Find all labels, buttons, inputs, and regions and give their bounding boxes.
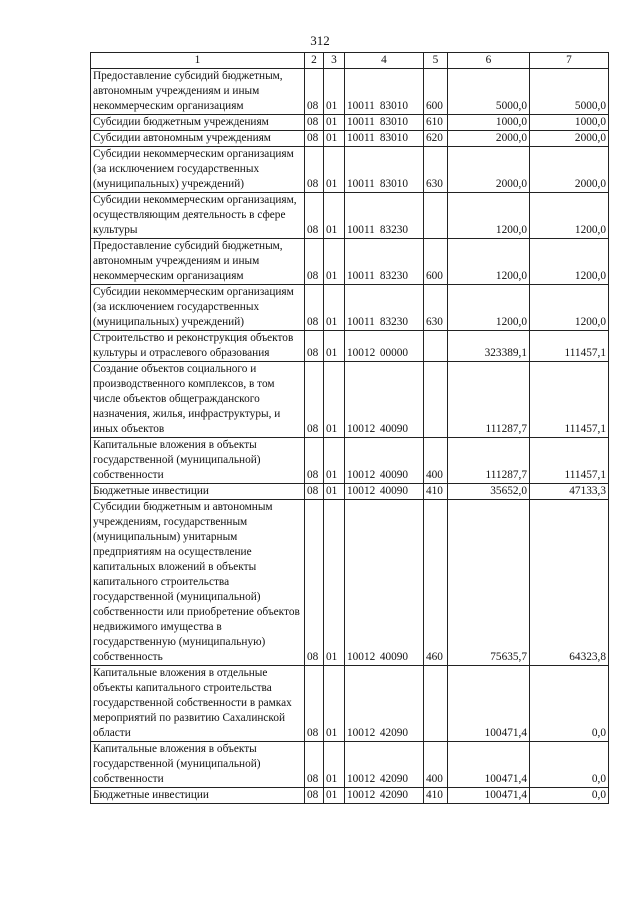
row-expense-type (424, 193, 448, 239)
row-amount-col7: 111457,1 (530, 331, 609, 362)
table-row (91, 666, 609, 742)
row-expense-type: 460 (424, 500, 448, 666)
row-target-article (345, 69, 424, 115)
row-name: Предоставление субсидий бюджетным, автономным учреждениям и иным некоммерческим организациям (91, 239, 305, 285)
target-article-part1: 10012 (347, 485, 376, 497)
row-amount-col6: 1200,0 (448, 285, 530, 331)
row-expense-type (424, 331, 448, 362)
row-section: 08 (305, 331, 324, 362)
row-amount-col6: 100471,4 (448, 788, 530, 804)
row-subsection: 01 (324, 331, 345, 362)
row-expense-type: 610 (424, 115, 448, 131)
table-row (91, 742, 609, 788)
row-amount-col7: 5000,0 (530, 69, 609, 115)
row-name: Субсидии бюджетным и автономным учреждениям, государственным (муниципальным) унитарным предприятиям на осуществление капитальных вложений в объекты капитального строительства государственной (муниципальной) собственности или приобретение объектов недвижимого имущества в государственную (муниципальную) собственность (91, 500, 305, 666)
table-row (91, 484, 609, 500)
row-expense-type (424, 362, 448, 438)
row-subsection: 01 (324, 788, 345, 804)
row-name: Капитальные вложения в объекты государственной (муниципальной) собственности (91, 742, 305, 788)
target-article-part2: 40090 (379, 469, 409, 481)
table-row (91, 788, 609, 804)
row-amount-col6: 100471,4 (448, 666, 530, 742)
table-row (91, 115, 609, 131)
table-row (91, 131, 609, 147)
target-article-part1: 10012 (347, 727, 376, 739)
row-target-article (345, 438, 424, 484)
row-subsection: 01 (324, 500, 345, 666)
target-article-part2: 40090 (379, 423, 409, 435)
header-col-2: 2 (305, 53, 324, 69)
row-target-article (345, 147, 424, 193)
target-article-part2: 83010 (379, 132, 409, 144)
row-section: 08 (305, 742, 324, 788)
row-subsection: 01 (324, 742, 345, 788)
header-col-6: 6 (448, 53, 530, 69)
row-target-article (345, 239, 424, 285)
row-name: Бюджетные инвестиции (91, 788, 305, 804)
table-row (91, 239, 609, 285)
table-row (91, 331, 609, 362)
target-article-part1: 10011 (347, 224, 375, 236)
target-article-part2: 00000 (379, 347, 409, 359)
row-name: Субсидии некоммерческим организациям (за исключением государственных (муниципальных) учреждений) (91, 147, 305, 193)
table-row (91, 147, 609, 193)
row-section: 08 (305, 285, 324, 331)
row-section: 08 (305, 362, 324, 438)
row-name: Субсидии автономным учреждениям (91, 131, 305, 147)
row-amount-col6: 1000,0 (448, 115, 530, 131)
row-section: 08 (305, 666, 324, 742)
row-subsection: 01 (324, 666, 345, 742)
row-name: Предоставление субсидий бюджетным, автономным учреждениям и иным некоммерческим организациям (91, 69, 305, 115)
row-target-article (345, 362, 424, 438)
row-name: Строительство и реконструкция объектов культуры и отраслевого образования (91, 331, 305, 362)
row-subsection: 01 (324, 147, 345, 193)
row-amount-col6: 35652,0 (448, 484, 530, 500)
row-amount-col6: 100471,4 (448, 742, 530, 788)
target-article-part1: 10011 (347, 116, 375, 128)
target-article-part1: 10012 (347, 423, 376, 435)
row-amount-col7: 111457,1 (530, 438, 609, 484)
target-article-part1: 10011 (347, 316, 375, 328)
target-article-part1: 10012 (347, 347, 376, 359)
row-amount-col7: 64323,8 (530, 500, 609, 666)
target-article-part1: 10011 (347, 270, 375, 282)
target-article-part2: 83230 (379, 224, 409, 236)
row-expense-type: 600 (424, 69, 448, 115)
header-col-7: 7 (530, 53, 609, 69)
row-expense-type: 600 (424, 239, 448, 285)
row-subsection: 01 (324, 131, 345, 147)
row-section: 08 (305, 147, 324, 193)
target-article-part1: 10012 (347, 469, 376, 481)
row-section: 08 (305, 788, 324, 804)
row-expense-type: 410 (424, 484, 448, 500)
row-amount-col7: 1000,0 (530, 115, 609, 131)
target-article-part2: 42090 (379, 789, 409, 801)
row-target-article (345, 484, 424, 500)
table-row (91, 69, 609, 115)
row-target-article (345, 331, 424, 362)
row-amount-col7: 2000,0 (530, 131, 609, 147)
header-col-5: 5 (424, 53, 448, 69)
row-subsection: 01 (324, 239, 345, 285)
target-article-part2: 83230 (379, 316, 409, 328)
row-expense-type: 400 (424, 742, 448, 788)
row-amount-col7: 1200,0 (530, 193, 609, 239)
row-amount-col7: 0,0 (530, 666, 609, 742)
row-name: Субсидии некоммерческим организациям (за исключением государственных (муниципальных) учреждений) (91, 285, 305, 331)
row-amount-col6: 111287,7 (448, 362, 530, 438)
row-amount-col7: 0,0 (530, 788, 609, 804)
row-subsection: 01 (324, 484, 345, 500)
row-section: 08 (305, 115, 324, 131)
row-section: 08 (305, 193, 324, 239)
row-amount-col6: 323389,1 (448, 331, 530, 362)
row-expense-type (424, 666, 448, 742)
row-name: Капитальные вложения в отдельные объекты капитального строительства государственной собственности в рамках мероприятий по развитию Сахалинской области (91, 666, 305, 742)
target-article-part1: 10011 (347, 178, 375, 190)
row-section: 08 (305, 131, 324, 147)
target-article-part2: 40090 (379, 485, 409, 497)
row-name: Создание объектов социального и производственного комплексов, в том числе объектов общегражданского назначения, жилья, инфраструктуры, и иных объектов (91, 362, 305, 438)
row-amount-col6: 2000,0 (448, 131, 530, 147)
target-article-part2: 40090 (379, 651, 409, 663)
header-col-3: 3 (324, 53, 345, 69)
row-target-article (345, 285, 424, 331)
target-article-part1: 10012 (347, 773, 376, 785)
row-amount-col6: 5000,0 (448, 69, 530, 115)
target-article-part1: 10011 (347, 100, 375, 112)
row-amount-col6: 75635,7 (448, 500, 530, 666)
target-article-part2: 83010 (379, 116, 409, 128)
row-amount-col7: 47133,3 (530, 484, 609, 500)
target-article-part1: 10012 (347, 789, 376, 801)
page-number: 312 (310, 33, 330, 48)
row-subsection: 01 (324, 285, 345, 331)
row-name: Бюджетные инвестиции (91, 484, 305, 500)
row-amount-col7: 1200,0 (530, 239, 609, 285)
row-section: 08 (305, 69, 324, 115)
budget-table (90, 52, 609, 804)
target-article-part2: 83010 (379, 100, 409, 112)
row-name: Субсидии некоммерческим организациям, осуществляющим деятельность в сфере культуры (91, 193, 305, 239)
target-article-part2: 42090 (379, 773, 409, 785)
header-row (91, 53, 609, 69)
row-target-article (345, 115, 424, 131)
row-expense-type: 400 (424, 438, 448, 484)
header-col-1: 1 (91, 53, 305, 69)
target-article-part1: 10012 (347, 651, 376, 663)
row-target-article (345, 193, 424, 239)
row-target-article (345, 788, 424, 804)
row-name: Субсидии бюджетным учреждениям (91, 115, 305, 131)
table-row (91, 193, 609, 239)
header-col-4: 4 (345, 53, 424, 69)
row-amount-col6: 111287,7 (448, 438, 530, 484)
table-row (91, 285, 609, 331)
target-article-part2: 42090 (379, 727, 409, 739)
row-target-article (345, 500, 424, 666)
row-target-article (345, 742, 424, 788)
row-subsection: 01 (324, 362, 345, 438)
row-subsection: 01 (324, 193, 345, 239)
target-article-part2: 83010 (379, 178, 409, 190)
row-section: 08 (305, 239, 324, 285)
row-subsection: 01 (324, 115, 345, 131)
table-row (91, 362, 609, 438)
row-expense-type: 630 (424, 147, 448, 193)
row-target-article (345, 666, 424, 742)
row-target-article (345, 131, 424, 147)
row-amount-col7: 111457,1 (530, 362, 609, 438)
target-article-part2: 83230 (379, 270, 409, 282)
table-row (91, 438, 609, 484)
row-section: 08 (305, 484, 324, 500)
row-amount-col7: 2000,0 (530, 147, 609, 193)
row-section: 08 (305, 438, 324, 484)
row-expense-type: 620 (424, 131, 448, 147)
row-expense-type: 630 (424, 285, 448, 331)
row-amount-col7: 0,0 (530, 742, 609, 788)
row-subsection: 01 (324, 69, 345, 115)
row-section: 08 (305, 500, 324, 666)
table-row (91, 500, 609, 666)
row-amount-col6: 2000,0 (448, 147, 530, 193)
row-amount-col6: 1200,0 (448, 193, 530, 239)
row-amount-col6: 1200,0 (448, 239, 530, 285)
row-subsection: 01 (324, 438, 345, 484)
row-expense-type: 410 (424, 788, 448, 804)
target-article-part1: 10011 (347, 132, 375, 144)
row-name: Капитальные вложения в объекты государственной (муниципальной) собственности (91, 438, 305, 484)
row-amount-col7: 1200,0 (530, 285, 609, 331)
